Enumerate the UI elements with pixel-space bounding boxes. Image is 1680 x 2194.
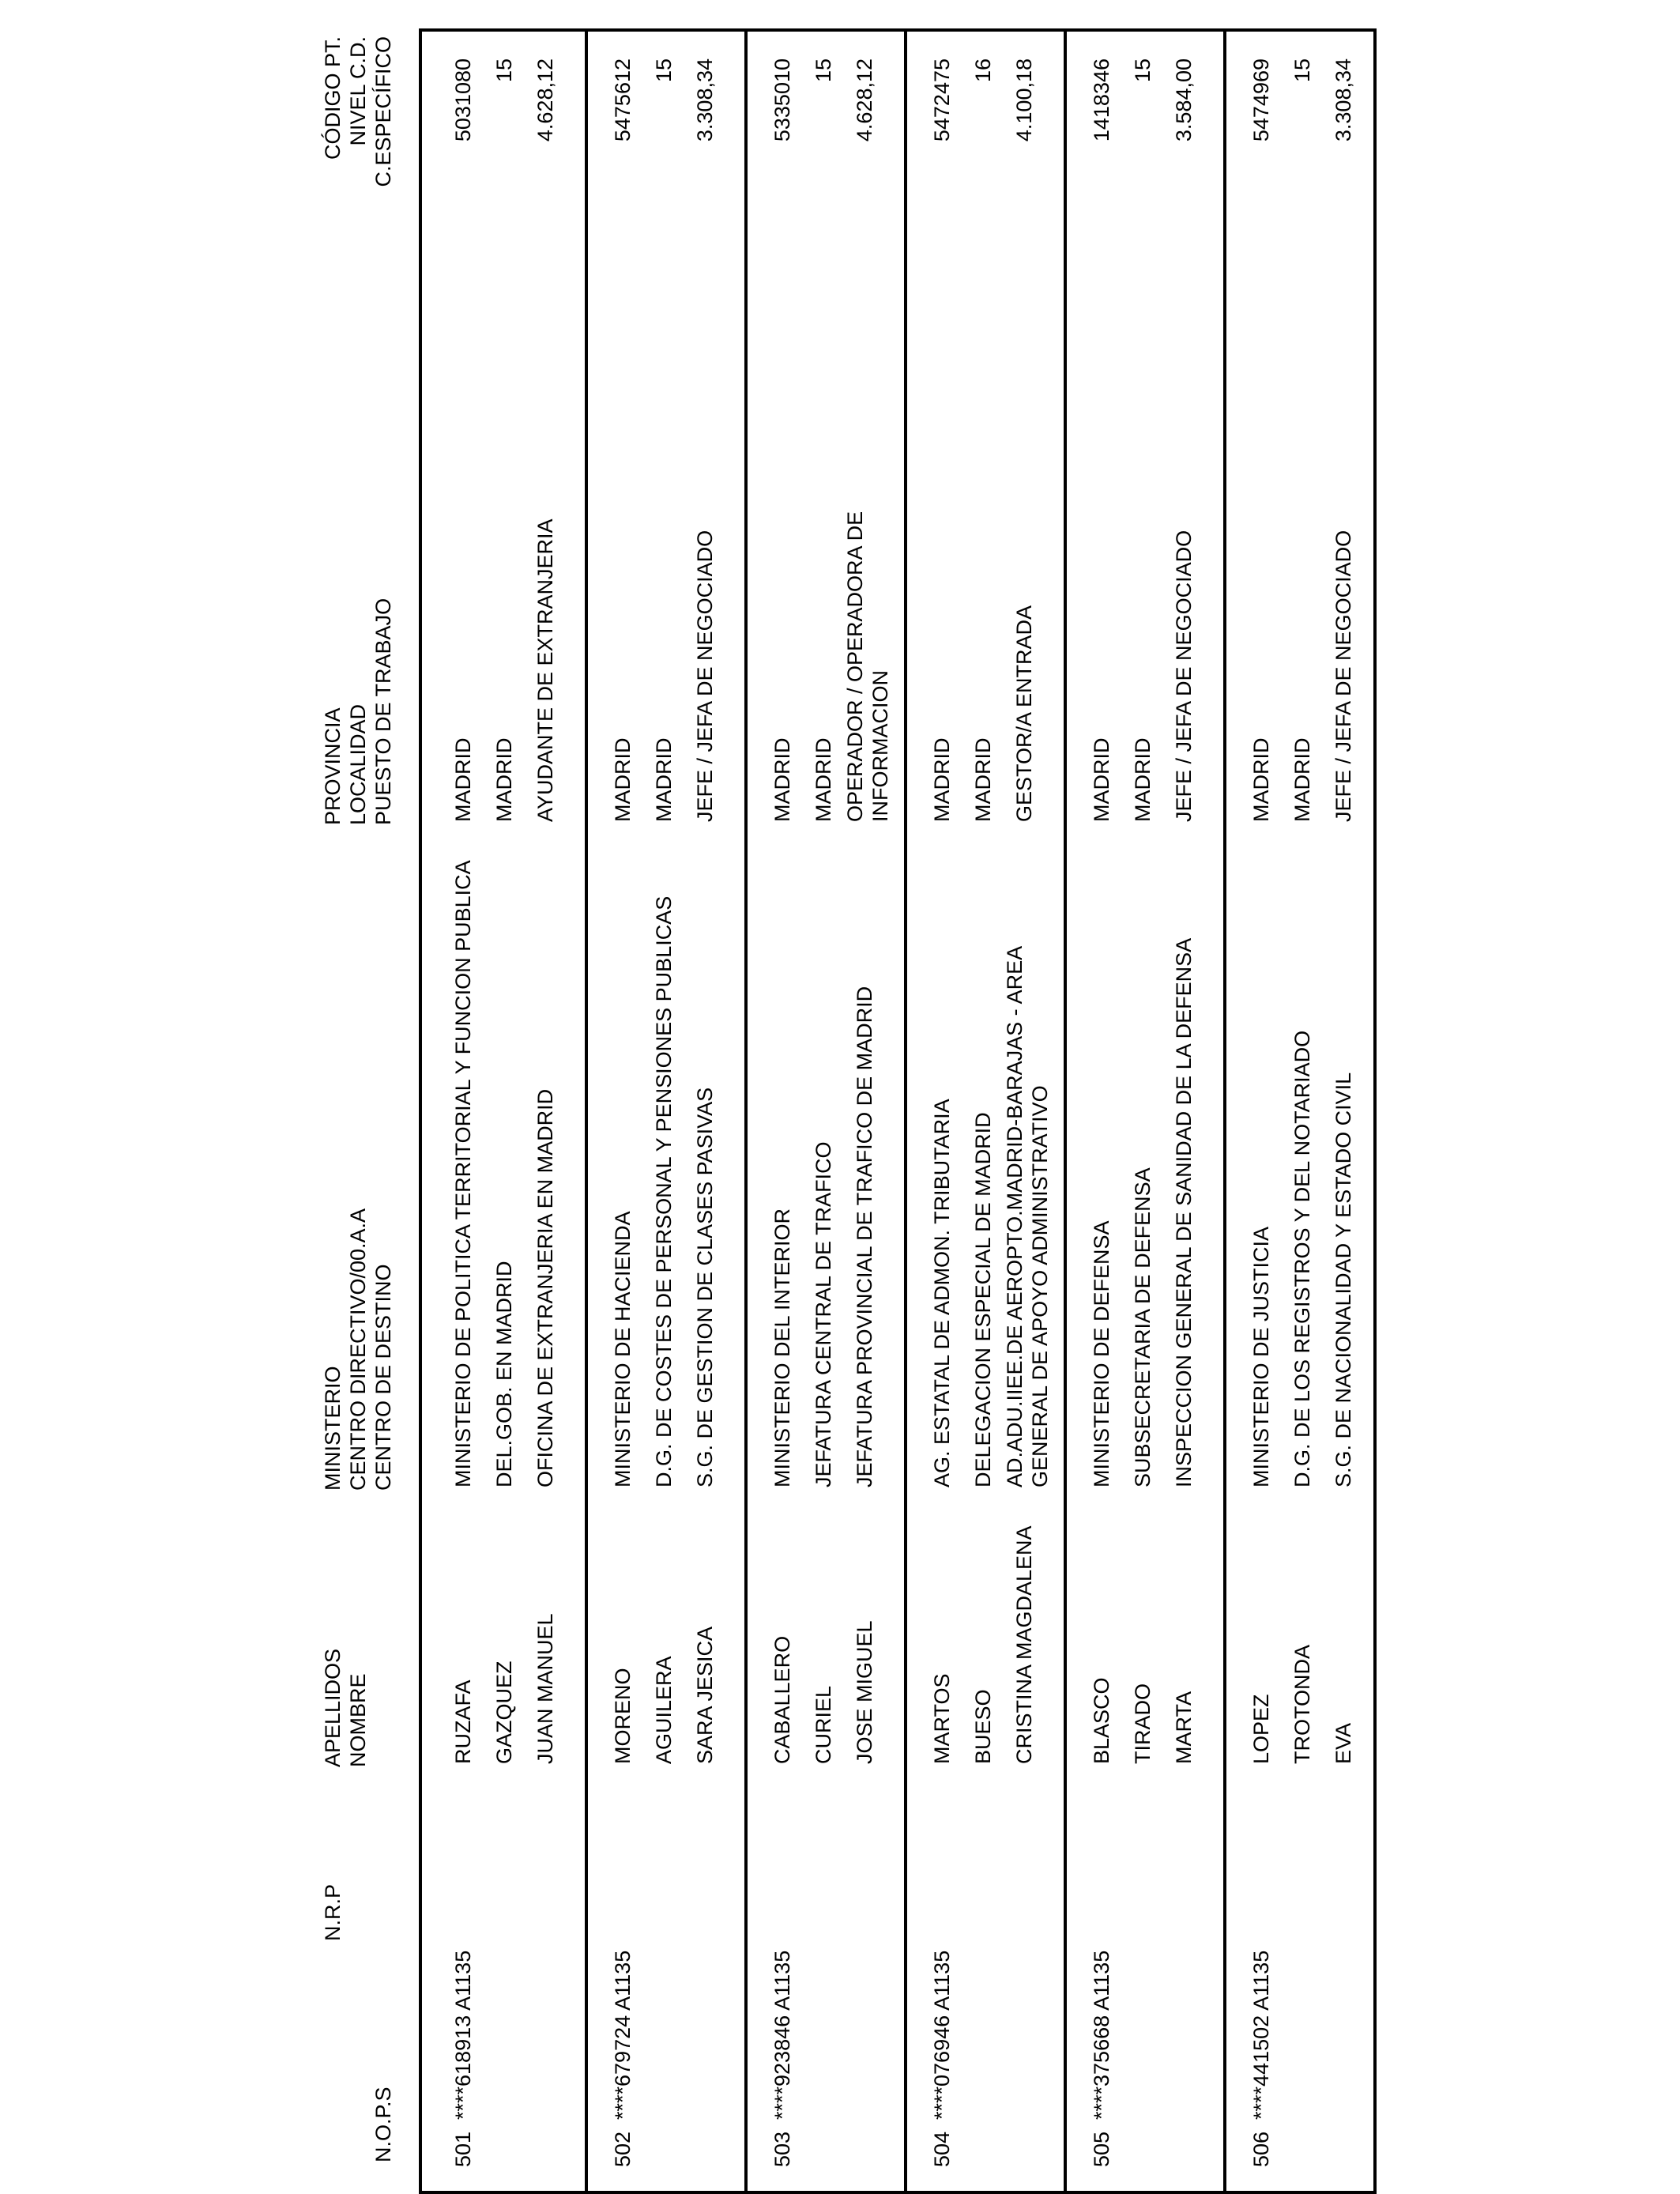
table-frame <box>419 28 1377 2194</box>
codigo: 5474969 <box>1249 58 1273 142</box>
centro-directivo: D.G. DE COSTES DE PERSONAL Y PENSIONES PUBLICAS <box>652 895 676 1487</box>
header-codigo <box>320 36 415 266</box>
apellido1: BLASCO <box>1090 1677 1113 1764</box>
header-nombre-label: NOMBRE <box>346 1673 370 1767</box>
apellido1: RUZAFA <box>451 1679 475 1764</box>
nombre: JUAN MANUEL <box>533 1613 557 1764</box>
centro-destino: S.G. DE GESTION DE CLASES PASIVAS <box>693 1087 717 1487</box>
nops: 503 <box>770 2131 794 2167</box>
header-apellidos-label: APELLIDOS <box>321 1648 345 1767</box>
centro-destino: S.G. DE NACIONALIDAD Y ESTADO CIVIL <box>1332 1072 1355 1487</box>
header-nops-label: N.O.P.S <box>371 2087 395 2162</box>
ministerio: MINISTERIO DE HACIENDA <box>611 1211 635 1487</box>
header-puesto-label: PUESTO DE TRABAJO <box>371 598 395 825</box>
centro-directivo: JEFATURA CENTRAL DE TRAFICO <box>812 1141 835 1487</box>
header-centro-directivo-label: CENTRO DIRECTIVO/00.A.A <box>346 1208 370 1491</box>
nrp: ****375668 A1135 <box>1090 1950 1113 2120</box>
apellido2: CURIEL <box>812 1685 835 1764</box>
nombre: SARA JESICA <box>693 1626 717 1764</box>
nombre: JOSE MIGUEL <box>853 1620 876 1764</box>
apellido1: CABALLERO <box>770 1635 794 1764</box>
header-nivel-label: NIVEL C.D. <box>346 36 370 146</box>
codigo: 5031080 <box>451 58 475 142</box>
apellido2: GAZQUEZ <box>492 1661 516 1764</box>
provincia: MADRID <box>1090 737 1113 822</box>
centro-destino: JEFATURA PROVINCIAL DE TRAFICO DE MADRID <box>853 986 876 1487</box>
header-ministerio <box>320 1095 415 1491</box>
especifico: 4.100,18 <box>1012 58 1036 142</box>
ministerio: AG. ESTATAL DE ADMON. TRIBUTARIA <box>930 1099 954 1487</box>
table-row <box>588 32 746 2191</box>
nops: 504 <box>930 2131 954 2167</box>
centro-destino: AD.ADU.IIEE.DE AEROPTO.MADRID-BARAJAS - AREA GENERAL DE APOYO ADMINISTRATIVO <box>1003 947 1052 1487</box>
puesto: AYUDANTE DE EXTRANJERIA <box>533 518 557 822</box>
table-row <box>748 32 906 2191</box>
provincia: MADRID <box>611 737 635 822</box>
codigo: 1418346 <box>1090 58 1113 142</box>
centro-directivo: SUBSECRETARIA DE DEFENSA <box>1131 1167 1155 1487</box>
especifico: 3.308,34 <box>693 58 717 142</box>
codigo: 5335010 <box>770 58 794 142</box>
localidad: MADRID <box>1290 737 1314 822</box>
provincia: MADRID <box>770 737 794 822</box>
nombre: EVA <box>1332 1722 1355 1764</box>
apellido2: AGUILERA <box>652 1656 676 1764</box>
centro-directivo: D.G. DE LOS REGISTROS Y DEL NOTARIADO <box>1290 1030 1314 1487</box>
provincia: MADRID <box>451 737 475 822</box>
header-apellidos-nombre <box>320 1530 415 1767</box>
nrp: ****618913 A1135 <box>451 1950 475 2120</box>
especifico: 4.628,12 <box>533 58 557 142</box>
centro-directivo: DEL.GOB. EN MADRID <box>492 1261 516 1487</box>
table-row <box>907 32 1065 2191</box>
header-especifico-label: C.ESPECÍFICO <box>371 36 395 187</box>
especifico: 3.308,34 <box>1332 58 1355 142</box>
puesto: OPERADOR / OPERADORA DE INFORMACION <box>843 511 892 822</box>
header-provincia-label: PROVINCIA <box>321 707 345 825</box>
nrp: ****923846 A1135 <box>770 1950 794 2120</box>
header-nrp-label: N.R.P <box>321 1883 345 1941</box>
nrp: ****441502 A1135 <box>1249 1950 1273 2120</box>
nivel: 16 <box>971 58 995 83</box>
apellido2: BUESO <box>971 1689 995 1764</box>
puesto: JEFE / JEFA DE NEGOCIADO <box>1332 530 1355 822</box>
header-localidad-label: LOCALIDAD <box>346 703 370 825</box>
puesto: JEFE / JEFA DE NEGOCIADO <box>693 530 717 822</box>
nivel: 15 <box>1290 58 1314 83</box>
nops: 502 <box>611 2131 635 2167</box>
apellido1: MARTOS <box>930 1673 954 1764</box>
apellido2: TIRADO <box>1131 1683 1155 1764</box>
nivel: 15 <box>1131 58 1155 83</box>
codigo: 5472475 <box>930 58 954 142</box>
ministerio: MINISTERIO DE POLITICA TERRITORIAL Y FUNCION PUBLICA <box>451 860 475 1487</box>
nombre: CRISTINA MAGDALENA <box>1012 1525 1036 1764</box>
header-codigo-label: CÓDIGO PT. <box>321 36 345 160</box>
apellido2: TROTONDA <box>1290 1644 1314 1764</box>
centro-destino: INSPECCION GENERAL DE SANIDAD DE LA DEFENSA <box>1172 937 1196 1487</box>
table-row <box>427 32 585 2191</box>
localidad: MADRID <box>971 737 995 822</box>
especifico: 4.628,12 <box>853 58 876 142</box>
localidad: MADRID <box>492 737 516 822</box>
puesto: GESTOR/A ENTRADA <box>1012 605 1036 822</box>
table-row <box>1067 32 1225 2191</box>
header-nrp <box>320 1823 415 1941</box>
header-provincia <box>320 509 415 825</box>
header-centro-destino-label: CENTRO DE DESTINO <box>371 1264 395 1491</box>
localidad: MADRID <box>652 737 676 822</box>
centro-directivo: DELEGACION ESPECIAL DE MADRID <box>971 1112 995 1487</box>
header-ministerio-label: MINISTERIO <box>321 1366 345 1491</box>
nops: 506 <box>1249 2131 1273 2167</box>
ministerio: MINISTERIO DE JUSTICIA <box>1249 1226 1273 1487</box>
codigo: 5475612 <box>611 58 635 142</box>
nrp: ****679724 A1135 <box>611 1950 635 2120</box>
ministerio: MINISTERIO DE DEFENSA <box>1090 1220 1113 1487</box>
apellido1: MORENO <box>611 1668 635 1764</box>
nivel: 15 <box>652 58 676 83</box>
nrp: ****076946 A1135 <box>930 1950 954 2120</box>
table-row <box>1226 32 1384 2191</box>
nops: 505 <box>1090 2131 1113 2167</box>
puesto: JEFE / JEFA DE NEGOCIADO <box>1172 530 1196 822</box>
header-nops <box>320 2044 415 2162</box>
especifico: 3.584,00 <box>1172 58 1196 142</box>
ministerio: MINISTERIO DEL INTERIOR <box>770 1208 794 1487</box>
nombre: MARTA <box>1172 1691 1196 1764</box>
apellido1: LOPEZ <box>1249 1694 1273 1764</box>
provincia: MADRID <box>1249 737 1273 822</box>
localidad: MADRID <box>1131 737 1155 822</box>
nivel: 15 <box>812 58 835 83</box>
nivel: 15 <box>492 58 516 83</box>
localidad: MADRID <box>812 737 835 822</box>
nops: 501 <box>451 2131 475 2167</box>
centro-destino: OFICINA DE EXTRANJERIA EN MADRID <box>533 1088 557 1487</box>
provincia: MADRID <box>930 737 954 822</box>
